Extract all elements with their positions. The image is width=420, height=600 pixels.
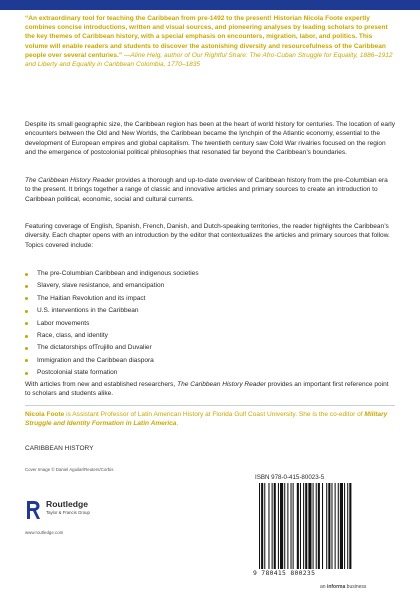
list-item: Race, class, and identity xyxy=(25,330,395,342)
endorsement-text: “An extraordinary tool for teaching the Caribbean from pre-1492 to the present! Historian Nicola Foote expertly combines concise introductions, written and visual sources, and pioneering analyses by leading scholars to present the key themes of Caribbean history, with a special emphasis on encounters, migration, labor, and politics. This volume will enable readers and students to discover the astonishing diversity and resourcefulness of the Caribbean people over several centuries.” xyxy=(25,15,388,59)
routledge-r-icon xyxy=(25,500,41,520)
barcode-bar xyxy=(264,483,265,569)
publisher-group: Taylor & Francis Group xyxy=(46,510,90,515)
list-item: The pre-Columbian Caribbean and indigenous societies xyxy=(25,268,395,280)
publisher-logo xyxy=(25,499,135,521)
bullet-icon xyxy=(25,372,28,375)
barcode-number: 9 780415 800235 xyxy=(253,569,316,577)
list-item: Immigration and the Caribbean diaspora xyxy=(25,355,395,367)
isbn-label: ISBN 978-0-415-80023-5 xyxy=(255,474,325,481)
barcode-bar xyxy=(326,483,327,569)
list-item: U.S. interventions in the Caribbean xyxy=(25,305,395,317)
barcode-bar xyxy=(287,483,288,569)
barcode-bar xyxy=(305,483,307,569)
divider xyxy=(25,405,395,406)
cover-credit: Cover Image © Daniel Aguilar/Reuters/Corbis xyxy=(25,467,114,472)
author-book-title: Military Struggle and Identity Formation in Latin America xyxy=(25,411,388,428)
barcode-bar xyxy=(318,483,320,569)
list-item: Labor movements xyxy=(25,318,395,330)
barcode-bar xyxy=(291,483,292,569)
book-title-inline: The Caribbean History Reader xyxy=(25,177,114,184)
list-item: Slavery, slave resistance, and emancipation xyxy=(25,280,395,292)
barcode-bar xyxy=(316,483,317,569)
publisher-name: Routledge xyxy=(46,499,89,509)
list-item: The dictatorships ofTrujillo and Duvalier xyxy=(25,342,395,354)
author-bio: Nicola Foote is Assistant Professor of Latin American History at Florida Gulf Coast University. She is the co-editor of Military Struggle and Identity Formation in Latin America. xyxy=(25,411,388,428)
barcode-bar xyxy=(340,483,343,569)
barcode-bar xyxy=(349,483,351,569)
list-item: The Haitian Revolution and its impact xyxy=(25,293,395,305)
bullet-icon xyxy=(25,297,28,300)
barcode-bar xyxy=(300,483,301,569)
informa-business: an informa business xyxy=(320,584,367,590)
barcode-bar xyxy=(297,483,299,569)
bullet-icon xyxy=(25,285,28,288)
barcode-bar xyxy=(303,483,304,569)
barcode-bar xyxy=(280,483,283,569)
barcode-bar xyxy=(272,483,273,569)
barcode-bar xyxy=(274,483,276,569)
topics-list xyxy=(25,268,395,380)
barcode-bar xyxy=(268,483,269,569)
bullet-icon xyxy=(25,273,28,276)
endorsement-quote xyxy=(25,14,395,69)
bullet-icon xyxy=(25,359,28,362)
description-paragraph-2: The Caribbean History Reader provides a thorough and up-to-date overview of Caribbean history from the pre-Columbian era to the present. It brings together a range of classic and innovative articles and primary sources to create an introduction to Caribbean political, economic, social and cultural currents. xyxy=(25,177,388,203)
barcode-bar xyxy=(335,483,336,569)
barcode-bar xyxy=(347,483,348,569)
informa-brand: informa xyxy=(326,584,346,590)
barcode-bar xyxy=(284,483,285,569)
barcode-bar xyxy=(331,483,332,569)
description-paragraph-3: Featuring coverage of English, Spanish, French, Danish, and Dutch-speaking territories, the reader highlights the Caribbean’s diversity. Each chapter opens with an introduction by the editor that contextualizes the articles and primary sources that follow. Topics covered include: xyxy=(25,223,390,249)
author-name: Nicola Foote xyxy=(25,411,65,418)
book-title-inline: The Caribbean History Reader xyxy=(177,381,266,388)
bullet-icon xyxy=(25,335,28,338)
top-color-band xyxy=(0,0,420,10)
barcode-bar xyxy=(338,483,339,569)
bullet-icon xyxy=(25,310,28,313)
barcode-bar xyxy=(308,483,311,569)
bullet-icon xyxy=(25,347,28,350)
barcode-bar xyxy=(313,483,314,569)
description-paragraph-4: With articles from new and established researchers, The Caribbean History Reader provides an important first reference point to scholars and students alike. xyxy=(25,381,389,398)
barcode-bar xyxy=(344,483,345,569)
barcode-bar xyxy=(322,483,323,569)
barcode-panel xyxy=(253,474,395,588)
bullet-icon xyxy=(25,322,28,325)
subject-category: CARIBBEAN HISTORY xyxy=(25,445,94,452)
description-paragraph-1: Despite its small geographic size, the Caribbean region has been at the heart of world history for centuries. The location of early encounters between the Old and New Worlds, the Caribbean became the lynchpin of the Atlantic economy, essential to the development of European empires and global capitalism. The twentieth century saw Cold War rivalries focused on the region and the emergence of postcolonial political philosophies that resonated far beyond the Caribbean’s boundaries. xyxy=(25,121,395,156)
publisher-url: www.routledge.com xyxy=(25,530,64,535)
endorsement-attribution: —Aline Helg, author of Our Rightful Share: The Afro-Cuban Struggle for Equality, 1886–1912 and Liberty and Equality in Caribbean Colombia, 1770–1835 xyxy=(25,51,393,69)
barcode-bar xyxy=(259,483,260,569)
barcode-bar xyxy=(328,483,330,569)
barcode xyxy=(253,483,391,569)
list-item: Postcolonial state formation xyxy=(25,367,395,379)
barcode-bar xyxy=(261,483,263,569)
barcode-bar xyxy=(278,483,279,569)
barcode-bar xyxy=(293,483,294,569)
